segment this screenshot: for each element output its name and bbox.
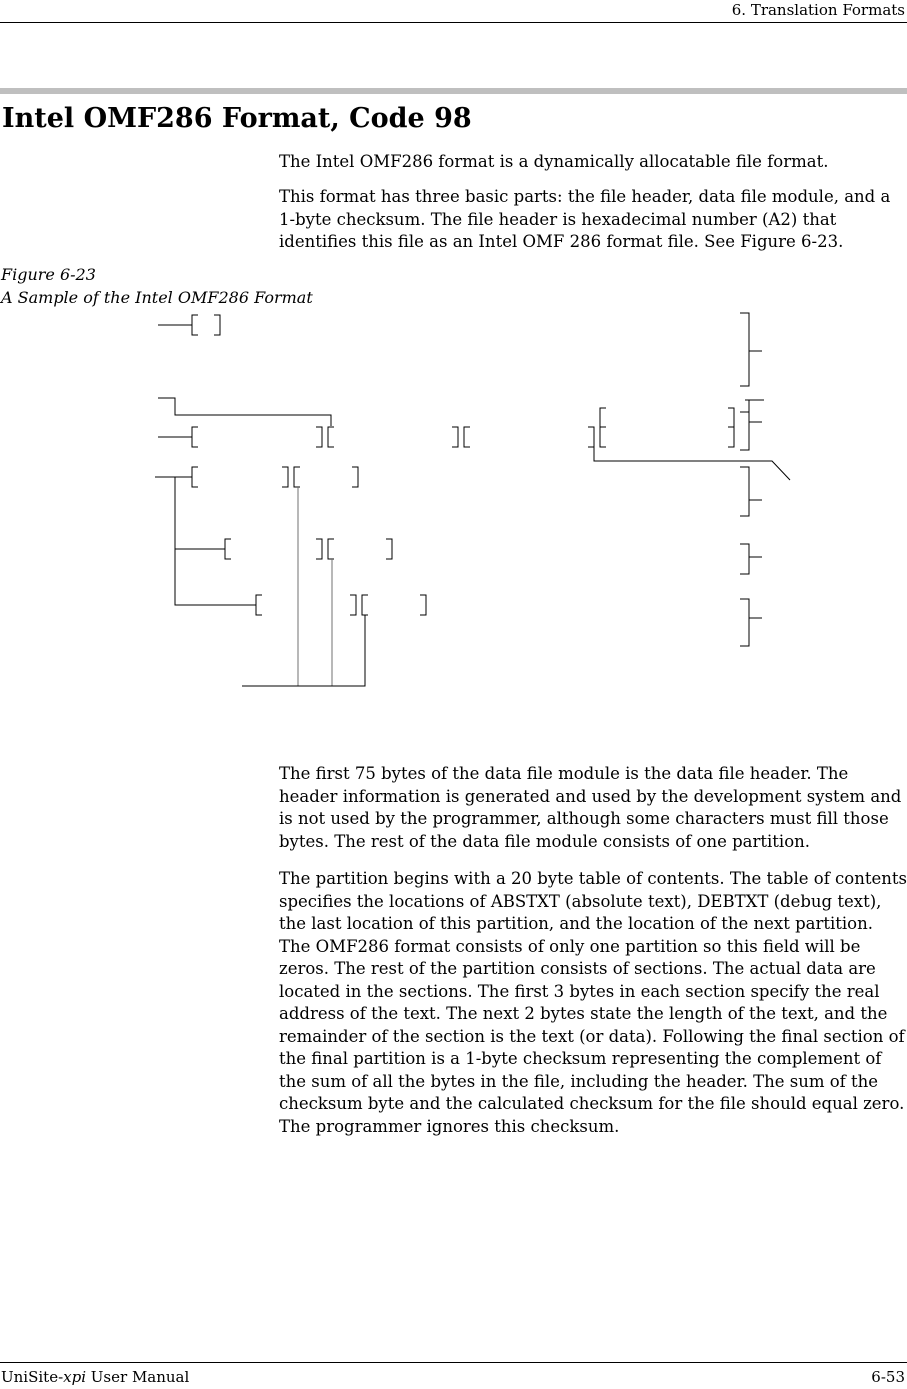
right-bracket-section-3 xyxy=(740,599,762,646)
section-3-length-field xyxy=(362,595,426,615)
partition-paragraph: The partition begins with a 20 byte table of contents. The table of contents specifies the locations of ABSTXT (absolute text), DEBTXT (debug text), the last location of this partition, and the location of the next partition. The OMF286 format consists of only one partition so this field will be zeros. The rest of the partition consists of sections. The actual data are located in the sections. The first 3 bytes in each section specify the real address of the text. The next 2 bytes state the length of the text, and the remainder of the section is the text (or data). Following the final section of the final partition is a 1-byte checksum representing the complement of the sum of all the bytes in the file, including the header. The sum of the checksum byte and the calculated checksum for the file should equal zero. The programmer ignores this checksum. xyxy=(279,869,907,1136)
section-3-address-field xyxy=(256,595,356,615)
toc-field-upper xyxy=(600,408,734,427)
right-bracket-section-2 xyxy=(740,544,762,574)
figure-number: Figure 6-23 xyxy=(1,265,96,284)
title-bar xyxy=(0,88,907,94)
section-2-length-field xyxy=(328,539,392,559)
format-parts-paragraph: This format has three basic parts: the file header, data file module, and a 1-byte checksum. The file header is hexadecimal number (A2) that identifies this file as an Intel OMF 286 format file. See Figure 6-23. xyxy=(279,187,891,251)
page-number: 6-53 xyxy=(871,1368,905,1386)
toc-field-1 xyxy=(192,427,322,447)
running-header: 6. Translation Formats xyxy=(731,1,905,19)
right-bracket-toc xyxy=(740,412,762,450)
toc-field-3 xyxy=(464,427,594,447)
footer-manual-title xyxy=(1,1368,189,1386)
footer-rule xyxy=(0,1362,907,1363)
section-1-length-field xyxy=(294,467,358,487)
text-connector-3 xyxy=(242,615,365,686)
section-2-address-field xyxy=(225,539,322,559)
right-bracket-toc-top xyxy=(740,400,764,412)
toc-connector xyxy=(158,398,331,426)
footer-manual: User Manual xyxy=(86,1368,190,1386)
footer-product: UniSite- xyxy=(1,1368,64,1386)
toc-field-2 xyxy=(328,427,458,447)
section-1-address-field xyxy=(192,467,288,487)
header-rule xyxy=(0,22,907,23)
figure-title: A Sample of the Intel OMF286 Format xyxy=(1,288,313,307)
data-module-paragraph: The first 75 bytes of the data file module is the data file header. The header information is generated and used by the development system and is not used by the programmer, although some characters must fill those bytes. The rest of the data file module consists of one partition. xyxy=(279,764,902,851)
toc-field-4 xyxy=(600,427,734,447)
format-diagram xyxy=(0,300,907,700)
section-title: Intel OMF286 Format, Code 98 xyxy=(2,103,472,134)
right-bracket-header xyxy=(740,313,762,386)
file-header-field xyxy=(192,315,220,335)
right-bracket-section-1 xyxy=(740,467,762,516)
toc-next-link xyxy=(594,447,790,480)
footer-product-italic: xpi xyxy=(63,1368,87,1386)
section-branch xyxy=(175,477,256,605)
intro-paragraph: The Intel OMF286 format is a dynamically allocatable file format. xyxy=(279,152,829,171)
